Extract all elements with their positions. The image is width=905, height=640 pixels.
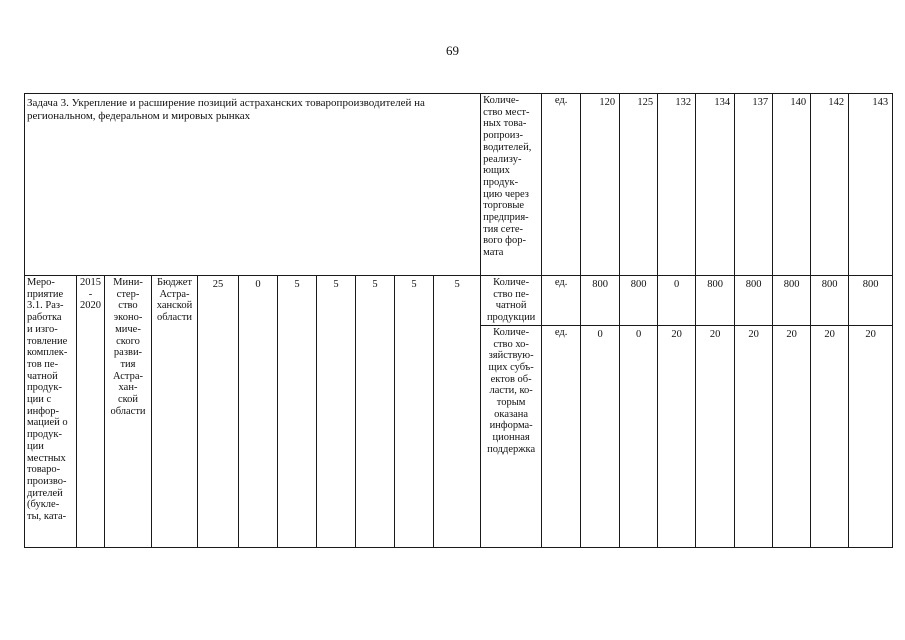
indicator-1-value-4: 800 <box>696 276 735 326</box>
indicator-2-value-4: 20 <box>696 325 735 547</box>
indicator-2-value-5: 20 <box>735 325 773 547</box>
task-row <box>25 94 893 276</box>
funding-year-4: 5 <box>356 276 395 548</box>
measure-row <box>25 276 893 326</box>
funding-year-1: 0 <box>239 276 278 548</box>
funding-total: 25 <box>198 276 239 548</box>
indicator-1-value-7: 800 <box>811 276 849 326</box>
task-value-7: 142 <box>811 94 849 276</box>
indicator-2-name: Количе- ство хо- зяйствую- щих субъ- ектов об- ласти, ко- торым оказана информа- ционная поддержка <box>481 325 542 547</box>
funding-year-5: 5 <box>395 276 434 548</box>
indicator-1-value-2: 800 <box>620 276 658 326</box>
task-value-8: 143 <box>849 94 893 276</box>
indicator-2-value-3: 20 <box>658 325 696 547</box>
page-number: 69 <box>446 43 459 58</box>
program-table <box>24 93 893 548</box>
task-indicator-unit: ед. <box>542 94 581 276</box>
task-value-1: 120 <box>581 94 620 276</box>
indicator-2-unit: ед. <box>542 325 581 547</box>
funding-year-6: 5 <box>434 276 481 548</box>
task-value-4: 134 <box>696 94 735 276</box>
indicator-2-value-6: 20 <box>773 325 811 547</box>
indicator-2-value-7: 20 <box>811 325 849 547</box>
indicator-2-value-1: 0 <box>581 325 620 547</box>
task-value-3: 132 <box>658 94 696 276</box>
task-value-5: 137 <box>735 94 773 276</box>
indicator-1-value-3: 0 <box>658 276 696 326</box>
task-indicator-name: Количе- ство мест- ных това- ропроиз- водителей, реализу- ющих продук- цию через торговые предприя- тия сете- вого фор- мата <box>481 94 542 276</box>
measure-period: 2015- 2020 <box>77 276 105 548</box>
task-title: Задача 3. Укрепление и расширение позиций астраханских товаропроизводителей на региональном, федеральном и мировых рынках <box>25 94 481 276</box>
task-value-2: 125 <box>620 94 658 276</box>
indicator-2-value-2: 0 <box>620 325 658 547</box>
measure-funding-source: Бюджет Астра- ханской области <box>152 276 198 548</box>
indicator-1-value-6: 800 <box>773 276 811 326</box>
indicator-2-value-8: 20 <box>849 325 893 547</box>
task-value-6: 140 <box>773 94 811 276</box>
indicator-1-value-1: 800 <box>581 276 620 326</box>
funding-year-3: 5 <box>317 276 356 548</box>
measure-name: Меро- приятие 3.1. Раз- работка и изго- товление комплек- тов пе- чатной продук- ции с инфор- мацией о продук- ции местных товаро- произво- дителей (букле- ты, ката- <box>25 276 77 548</box>
measure-executor: Мини- стер- ство эконо- миче- ского разви- тия Астра- хан- ской области <box>105 276 152 548</box>
indicator-1-unit: ед. <box>542 276 581 326</box>
funding-year-2: 5 <box>278 276 317 548</box>
indicator-1-value-5: 800 <box>735 276 773 326</box>
indicator-1-name: Количе- ство пе- чатной продукции <box>481 276 542 326</box>
indicator-1-value-8: 800 <box>849 276 893 326</box>
